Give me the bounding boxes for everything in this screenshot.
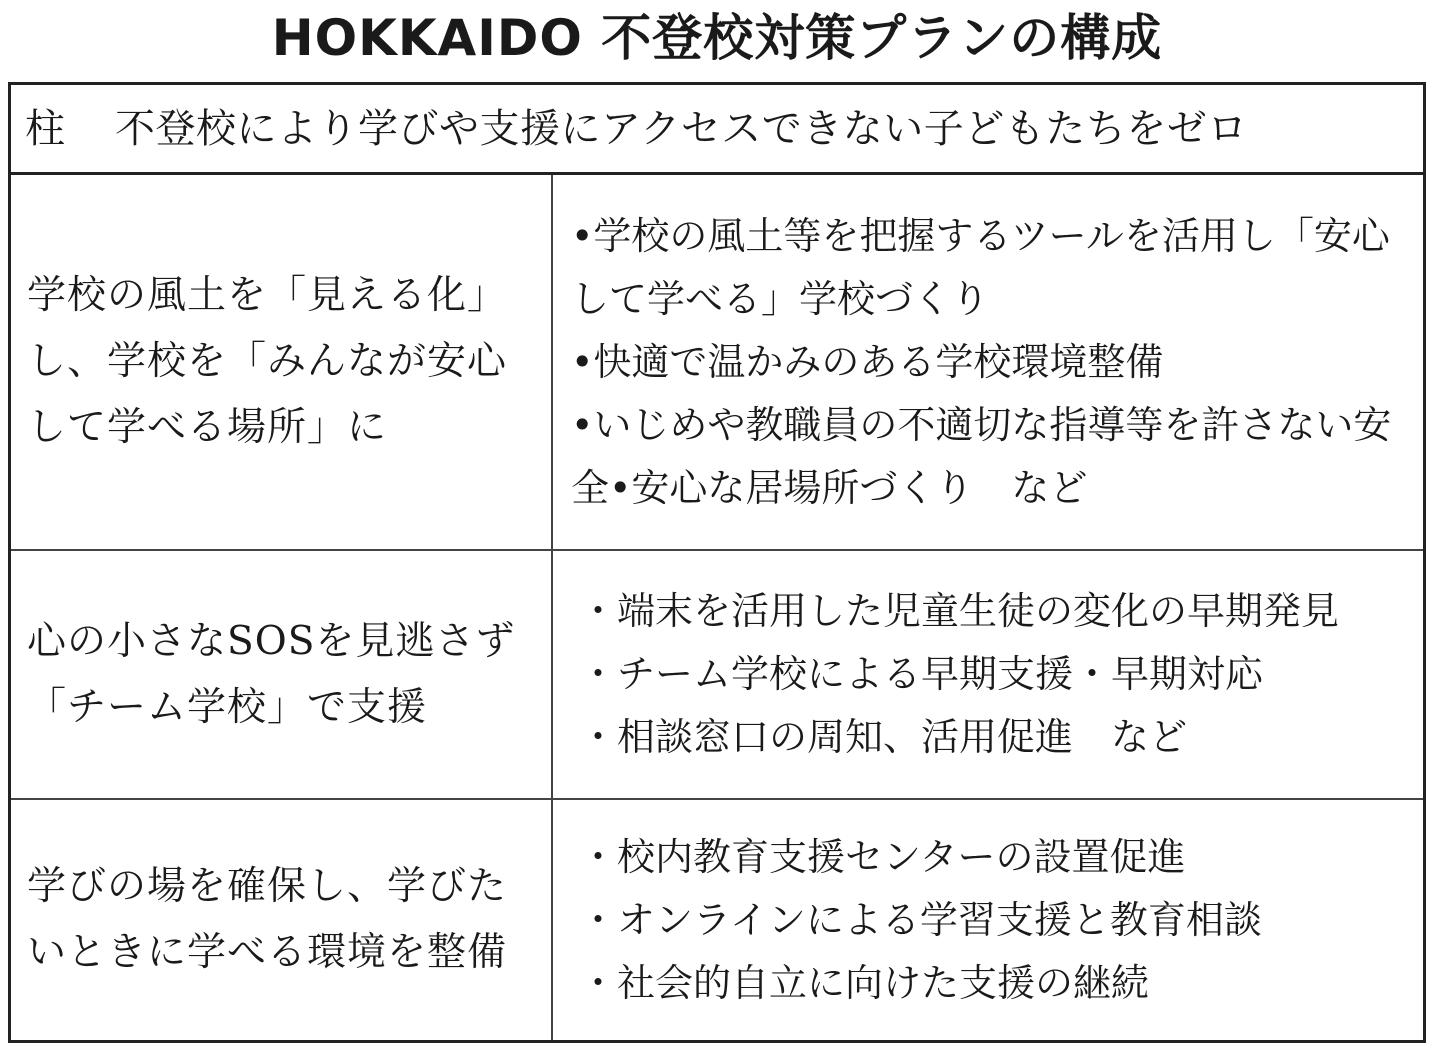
- goal-text: 学校の風土を「見える化」し、学校を「みんなが安心して学べる場所」に: [27, 273, 508, 450]
- table-row: [11, 800, 1423, 1040]
- measures-cell: [553, 175, 1423, 549]
- measure-item: ・校内教育支援センターの設置促進: [579, 834, 1186, 879]
- pillar-row: [11, 85, 1423, 175]
- measures-cell: [553, 800, 1423, 1040]
- measure-item: ・オンラインによる学習支援と教育相談: [579, 897, 1262, 942]
- measure-item: •快適で温かみのある学校環境整備: [571, 339, 1164, 384]
- measure-item: ・相談窓口の周知、活用促進 など: [579, 715, 1188, 759]
- goal-cell: [11, 175, 553, 549]
- measures-cell: [553, 551, 1423, 798]
- goal-cell: [11, 800, 553, 1040]
- pillar-label: 柱: [25, 105, 65, 152]
- goal-text: 学びの場を確保し、学びたいときに学べる環境を整備: [27, 864, 508, 975]
- goal-cell: [11, 551, 553, 798]
- table-row: [11, 175, 1423, 551]
- measure-item: •学校の風土等を把握するツールを活用し「安心して学べる」学校づくり: [571, 213, 1390, 321]
- plan-table: [8, 82, 1426, 1043]
- measure-item: ・社会的自立に向けた支援の継続: [579, 960, 1150, 1005]
- pillar-statement: 不登校により学びや支援にアクセスできない子どもたちをゼロ: [115, 105, 1248, 152]
- measure-item: •いじめや教職員の不適切な指導等を許さない安全•安心な居場所づくり など: [571, 402, 1392, 510]
- measure-item: ・チーム学校による早期支援・早期対応: [579, 652, 1264, 696]
- document-title: HOKKAIDO 不登校対策プランの構成: [271, 9, 1163, 67]
- measure-item: ・端末を活用した児童生徒の変化の早期発見: [579, 589, 1340, 633]
- table-row: [11, 551, 1423, 800]
- goal-text: 心の小さなSOSを見逃さず「チーム学校」で支援: [27, 618, 516, 730]
